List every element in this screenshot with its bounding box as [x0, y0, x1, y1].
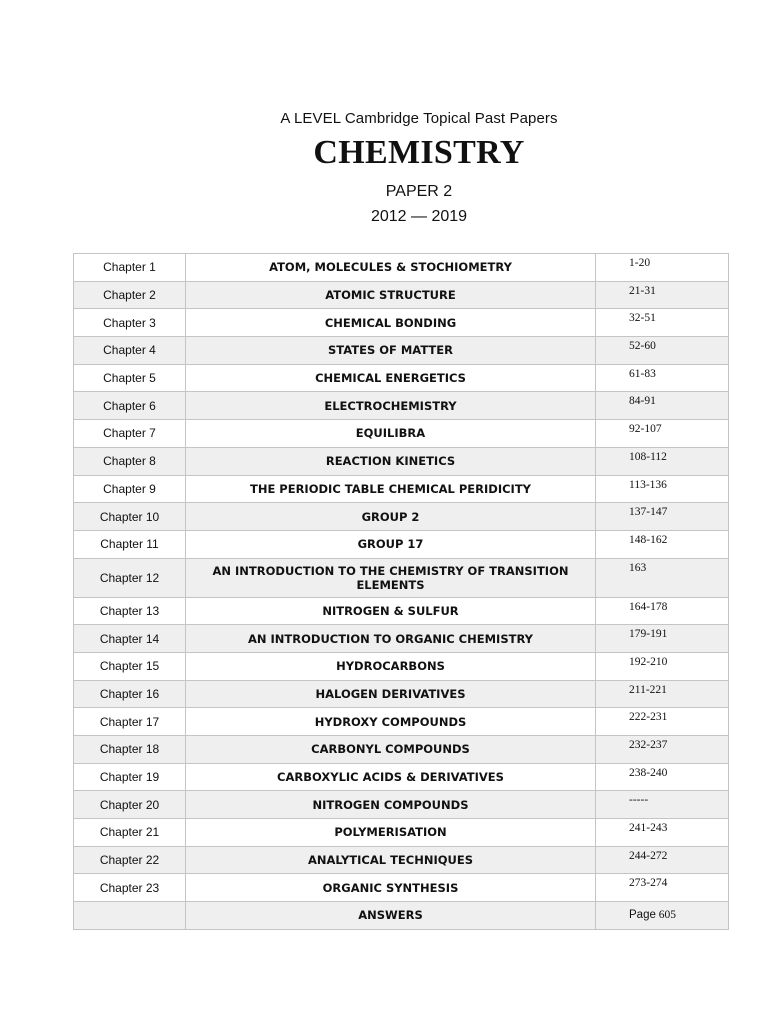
table-row [74, 254, 729, 282]
chapter-cell: Chapter 4 [74, 337, 186, 365]
answers-pages-cell [596, 902, 729, 930]
topic-cell: CARBOXYLIC ACIDS & DERIVATIVES [186, 763, 596, 791]
topic-cell: STATES OF MATTER [186, 337, 596, 365]
pages-cell: 238-240 [596, 763, 729, 791]
pages-cell: 163 [596, 558, 729, 597]
chapter-cell: Chapter 2 [74, 281, 186, 309]
table-row [74, 736, 729, 764]
topic-cell: HALOGEN DERIVATIVES [186, 680, 596, 708]
answers-page-label: Page [629, 909, 656, 922]
table-of-contents [73, 253, 729, 930]
pages-cell: 192-210 [596, 652, 729, 680]
table-row [74, 447, 729, 475]
pages-cell: 108-112 [596, 447, 729, 475]
topic-cell: AN INTRODUCTION TO ORGANIC CHEMISTRY [186, 625, 596, 653]
table-row [74, 791, 729, 819]
chapter-cell: Chapter 11 [74, 530, 186, 558]
chapter-cell: Chapter 5 [74, 364, 186, 392]
pages-cell: 113-136 [596, 475, 729, 503]
table-row [74, 819, 729, 847]
pages-cell: 273-274 [596, 874, 729, 902]
answers-topic-cell: ANSWERS [186, 902, 596, 930]
chapter-cell: Chapter 13 [74, 597, 186, 625]
pages-cell: 179-191 [596, 625, 729, 653]
pages-cell: 241-243 [596, 819, 729, 847]
topic-cell: NITROGEN & SULFUR [186, 597, 596, 625]
chapter-cell: Chapter 22 [74, 846, 186, 874]
topic-cell: HYDROXY COMPOUNDS [186, 708, 596, 736]
chapter-cell: Chapter 20 [74, 791, 186, 819]
table-row [74, 763, 729, 791]
pages-cell: 222-231 [596, 708, 729, 736]
chapter-cell: Chapter 8 [74, 447, 186, 475]
pages-cell: 84-91 [596, 392, 729, 420]
pages-cell: 92-107 [596, 420, 729, 448]
pages-cell: 164-178 [596, 597, 729, 625]
topic-cell: REACTION KINETICS [186, 447, 596, 475]
chapter-cell: Chapter 23 [74, 874, 186, 902]
pages-cell: 148-162 [596, 530, 729, 558]
pages-cell: 211-221 [596, 680, 729, 708]
topic-cell: THE PERIODIC TABLE CHEMICAL PERIDICITY [186, 475, 596, 503]
topic-cell: NITROGEN COMPOUNDS [186, 791, 596, 819]
table-row [74, 652, 729, 680]
topic-cell: ANALYTICAL TECHNIQUES [186, 846, 596, 874]
chapter-cell: Chapter 16 [74, 680, 186, 708]
chapter-cell: Chapter 1 [74, 254, 186, 282]
topic-cell: CHEMICAL ENERGETICS [186, 364, 596, 392]
pages-cell: 137-147 [596, 503, 729, 531]
chapter-cell: Chapter 6 [74, 392, 186, 420]
pages-cell: ----- [596, 791, 729, 819]
table-row [74, 846, 729, 874]
chapter-cell: Chapter 9 [74, 475, 186, 503]
chapter-cell: Chapter 18 [74, 736, 186, 764]
table-row [74, 281, 729, 309]
chapter-cell: Chapter 19 [74, 763, 186, 791]
chapter-cell: Chapter 14 [74, 625, 186, 653]
topic-cell: ATOMIC STRUCTURE [186, 281, 596, 309]
table-row [74, 337, 729, 365]
chapter-cell: Chapter 15 [74, 652, 186, 680]
pages-cell: 1-20 [596, 254, 729, 282]
chapter-cell: Chapter 21 [74, 819, 186, 847]
table-row [74, 364, 729, 392]
pages-cell: 52-60 [596, 337, 729, 365]
table-row [74, 597, 729, 625]
table-row [74, 475, 729, 503]
topic-cell: CHEMICAL BONDING [186, 309, 596, 337]
table-row [74, 503, 729, 531]
chapter-cell: Chapter 7 [74, 420, 186, 448]
topic-cell: POLYMERISATION [186, 819, 596, 847]
topic-cell: GROUP 2 [186, 503, 596, 531]
table-row [74, 708, 729, 736]
chapter-cell: Chapter 3 [74, 309, 186, 337]
topic-cell: ATOM, MOLECULES & STOCHIOMETRY [186, 254, 596, 282]
topic-cell: ORGANIC SYNTHESIS [186, 874, 596, 902]
pages-cell: 244-272 [596, 846, 729, 874]
pages-cell: 21-31 [596, 281, 729, 309]
document-subtitle: A LEVEL Cambridge Topical Past Papers [280, 110, 558, 127]
chapter-cell: Chapter 17 [74, 708, 186, 736]
table-row [74, 680, 729, 708]
table-row [74, 625, 729, 653]
topic-cell: AN INTRODUCTION TO THE CHEMISTRY OF TRANSITION ELEMENTS [186, 558, 596, 597]
chapter-cell: Chapter 10 [74, 503, 186, 531]
pages-cell: 61-83 [596, 364, 729, 392]
table-row [74, 420, 729, 448]
table-row [74, 874, 729, 902]
answers-chapter-cell [74, 902, 186, 930]
table-row [74, 558, 729, 597]
toc-body [74, 254, 729, 930]
answers-row [74, 902, 729, 930]
year-range: 2012 — 2019 [370, 208, 468, 225]
topic-cell: CARBONYL COMPOUNDS [186, 736, 596, 764]
topic-cell: HYDROCARBONS [186, 652, 596, 680]
topic-cell: GROUP 17 [186, 530, 596, 558]
pages-cell: 32-51 [596, 309, 729, 337]
pages-cell: 232-237 [596, 736, 729, 764]
table-row [74, 309, 729, 337]
topic-cell: EQUILIBRA [186, 420, 596, 448]
answers-page-number: 605 [658, 909, 676, 922]
document-title: CHEMISTRY [313, 134, 525, 171]
table-row [74, 530, 729, 558]
table-row [74, 392, 729, 420]
paper-label: PAPER 2 [385, 183, 453, 200]
chapter-cell: Chapter 12 [74, 558, 186, 597]
topic-cell: ELECTROCHEMISTRY [186, 392, 596, 420]
